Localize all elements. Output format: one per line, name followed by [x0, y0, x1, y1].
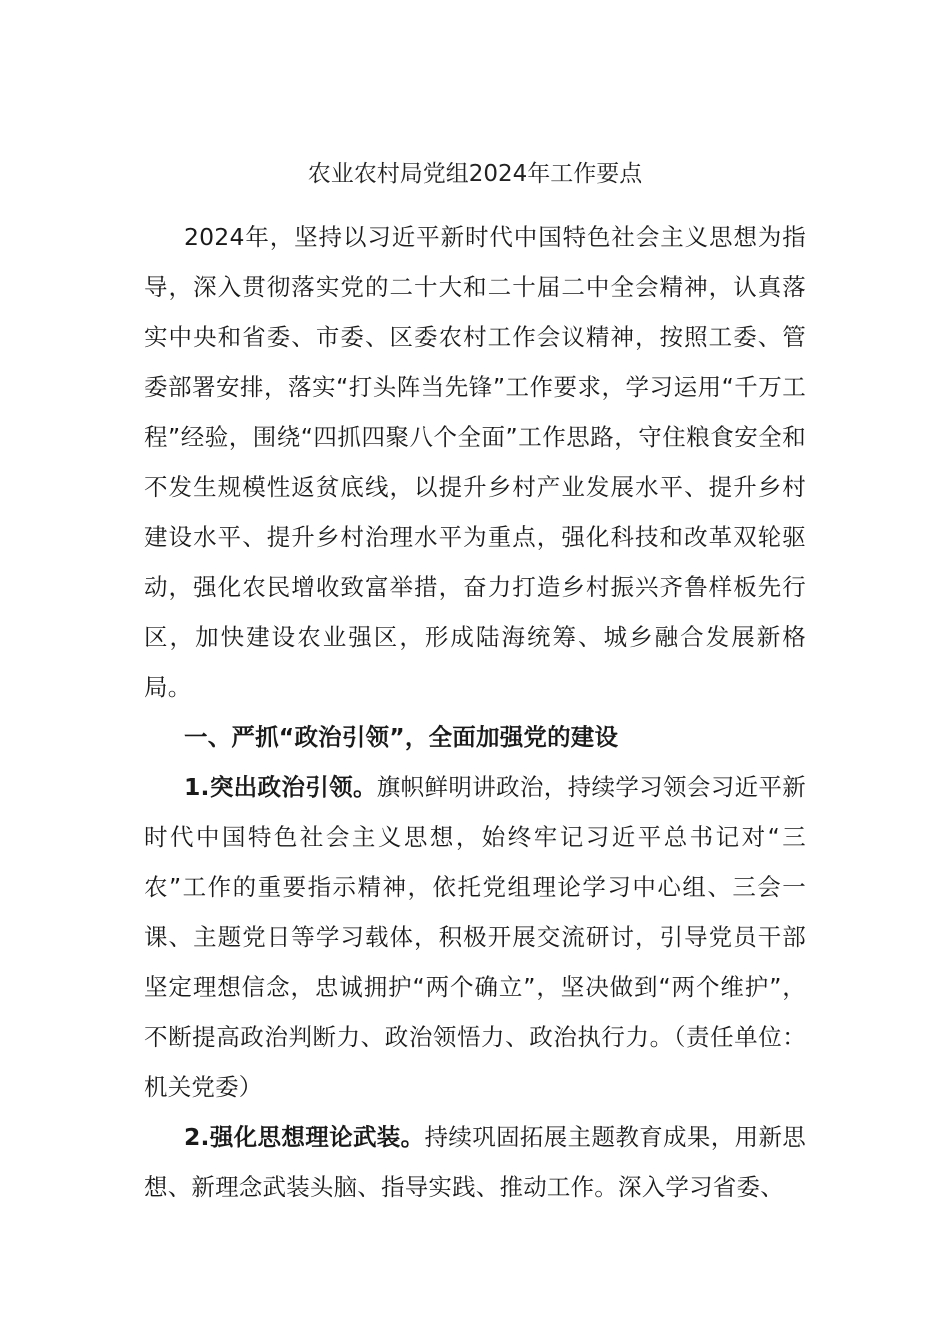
document-body: [144, 212, 806, 1212]
item-lead-1: 1.突出政治引领。: [184, 773, 377, 801]
item-text-1: 旗帜鲜明讲政治，持续学习领会习近平新时代中国特色社会主义思想，始终牢记习近平总书记对“三农”工作的重要指示精神，依托党组理论学习中心组、三会一课、主题党日等学习载体，积极开展交流研讨，引导党员干部坚定理想信念，忠诚拥护“两个确立”，坚决做到“两个维护”，不断提高政治判断力、政治领悟力、政治执行力。（责任单位：机关党委）: [144, 773, 806, 1101]
intro-paragraph: 2024年，坚持以习近平新时代中国特色社会主义思想为指导，深入贯彻落实党的二十大和二十届二中全会精神，认真落实中央和省委、市委、区委农村工作会议精神，按照工委、管委部署安排，落实“打头阵当先锋”工作要求，学习运用“千万工程”经验，围绕“四抓四聚八个全面”工作思路，守住粮食安全和不发生规模性返贫底线，以提升乡村产业发展水平、提升乡村建设水平、提升乡村治理水平为重点，强化科技和改革双轮驱动，强化农民增收致富举措，奋力打造乡村振兴齐鲁样板先行区，加快建设农业强区，形成陆海统筹、城乡融合发展新格局。: [144, 223, 806, 701]
item-paragraph-1: [144, 762, 806, 1112]
section-heading: 一、严抓“政治引领”，全面加强党的建设: [184, 723, 619, 751]
item-text-2: 持续巩固拓展主题教育成果，用新思想、新理念武装头脑、指导实践、推动工作。深入学习省委、: [144, 1123, 807, 1201]
document-title: 农业农村局党组2024年工作要点: [307, 161, 643, 187]
item-lead-2: 2.强化思想理论武装。: [184, 1123, 425, 1151]
item-paragraph-2: [144, 1112, 806, 1212]
